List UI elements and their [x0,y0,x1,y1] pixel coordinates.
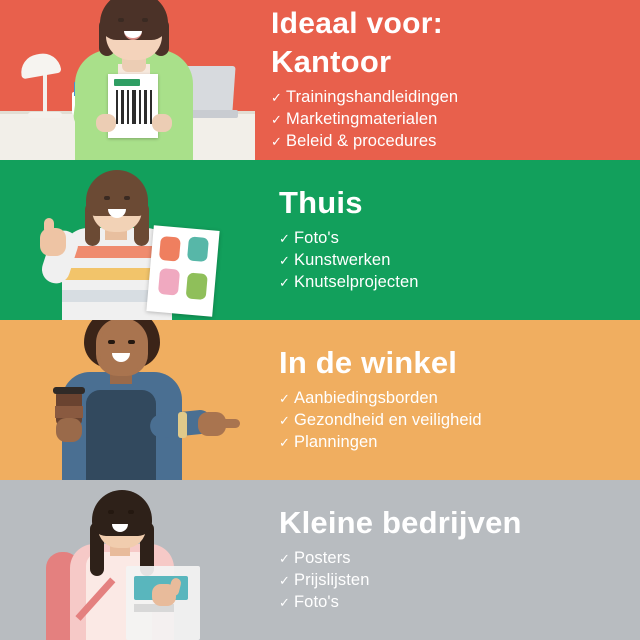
photo-retail-woman [0,320,255,480]
check-icon: ✓ [279,573,290,589]
bullet-list-kleine-bedrijven [279,548,626,613]
list-item [279,272,626,294]
list-item-label: Aanbiedingsborden [294,389,438,408]
heading-thuis: Thuis [279,185,363,221]
check-icon: ✓ [279,551,290,567]
heading-in-de-winkel: In de winkel [279,345,458,381]
list-item-label: Foto's [294,592,340,611]
list-item [279,250,626,272]
photo-girl-artwork [0,160,255,320]
check-icon: ✓ [279,594,290,610]
section-kantoor [0,0,640,160]
heading-kantoor: Kantoor [271,44,392,80]
list-item-label: Planningen [294,432,378,451]
bullet-list-thuis [279,228,626,293]
list-item [279,548,626,570]
list-item [279,410,626,432]
check-icon: ✓ [279,231,290,247]
list-item [271,109,626,131]
list-item-label: Kunstwerken [294,251,391,270]
list-item-label: Marketingmaterialen [286,109,438,128]
photo-office-woman [0,0,255,160]
list-item [279,388,626,410]
text-column-in-de-winkel [255,346,640,453]
list-item [271,87,626,109]
list-item-label: Prijslijsten [294,571,370,590]
check-icon: ✓ [271,90,282,106]
text-column-kantoor [255,8,640,153]
check-icon: ✓ [279,434,290,450]
text-column-kleine-bedrijven [255,506,640,613]
list-item-label: Gezondheid en veiligheid [294,411,482,430]
section-thuis [0,160,640,320]
check-icon: ✓ [271,111,282,127]
list-item [279,228,626,250]
list-item [279,592,626,614]
heading-kleine-bedrijven: Kleine bedrijven [279,505,522,541]
list-item-label: Knutselprojecten [294,272,419,291]
list-item-label: Beleid & procedures [286,131,437,150]
section-kleine-bedrijven [0,480,640,640]
check-icon: ✓ [279,391,290,407]
section-in-de-winkel [0,320,640,480]
bullet-list-in-de-winkel [279,388,626,453]
text-column-thuis [255,186,640,293]
check-icon: ✓ [279,274,290,290]
list-item-label: Foto's [294,229,340,248]
list-item [279,432,626,454]
list-item [271,131,626,153]
check-icon: ✓ [279,253,290,269]
page-title: Ideaal voor: [271,6,443,40]
list-item-label: Trainingshandleidingen [286,88,459,107]
bullet-list-kantoor [271,87,626,152]
list-item [279,570,626,592]
check-icon: ✓ [279,413,290,429]
check-icon: ✓ [271,133,282,149]
list-item-label: Posters [294,549,351,568]
photo-woman-yoga-mat [0,480,255,640]
